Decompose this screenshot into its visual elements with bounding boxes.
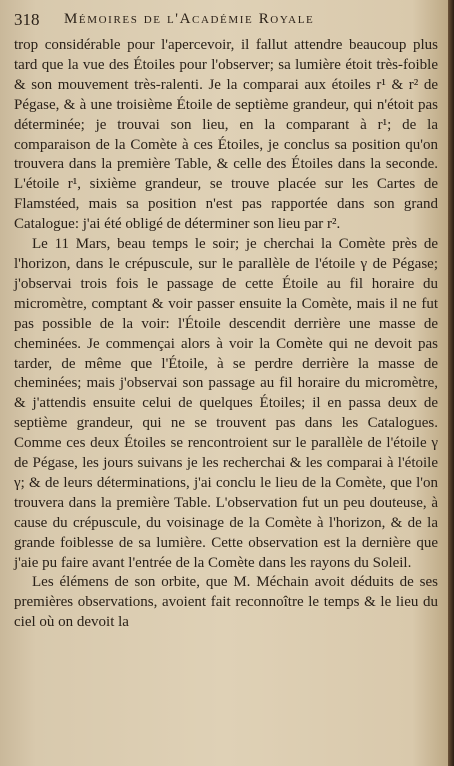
running-title: Mémoires de l'Académie Royale (64, 11, 315, 27)
paragraph-2: Le 11 Mars, beau temps le soir; je cherchai la Comète près de l'horizon, dans le crépuscule, sur le parallèle de l'étoile γ de Pégase; j'observai trois fois le passage de cette Étoile au fil horaire du micromètre, comptant & voir passer ensuite la Comète, mais il ne fut pas possible de la voir: l'Étoile descendit derrière une masse de cheminées. Je commençai alors à voir la Comète qui ne devoit pas tarder, de même que l'Étoile, à se perdre derrière la masse de cheminées; mais j'observai son passage au fil horaire du micromètre, & j'attendis ensuite celui de quelques Étoiles; il en passa deux de septième grandeur, qui ne se trouvent pas dans les Catalogues. Comme ces deux Étoiles se rencontroient sur le parallèle de l'étoile γ de Pégase, les jours suivans je les recherchai & les comparai à l'étoile γ; & de leurs déterminations, j'ai conclu le lieu de la Comète, que l'on trouvera dans la première Table. L'observation fut un peu douteuse, à cause du crépuscule, du voisinage de la Comète à l'horizon, & de la grande foiblesse de sa lumière. Cette observation est la dernière que j'aie pu faire avant l'entrée de la Comète dans les rayons du Soleil. (14, 236, 438, 571)
paragraph-1: trop considérable pour l'apercevoir, il fallut attendre beaucoup plus tard que la vue des Étoiles pour l'observer; sa lumière étoit très-foible & son mouvement très-ralenti. Je la comparai aux étoiles r¹ & r² de Pégase, & à une troisième Étoile de septième grandeur, qui n'étoit pas déterminée; je trouvai son lieu, en la comparant à r¹; de la comparaison de la Comète à ces Étoiles, je conclus sa position qu'on trouvera dans la première Table, & celle des Étoiles dans la seconde. L'étoile r¹, sixième grandeur, se trouve placée sur les Cartes de Flamstéed, mais sa position n'est pas rapportée dans son grand Catalogue: j'ai été obligé de déterminer son lieu par r². (14, 37, 438, 233)
page-number: 318 (14, 10, 40, 29)
page-header (14, 10, 442, 34)
paragraph-3: Les élémens de son orbite, que M. Méchain avoit déduits de ses premières observations, avoient fait reconnoître le temps & le lieu du ciel où on devoit la (14, 574, 438, 631)
book-spine (448, 0, 454, 766)
body-text (14, 36, 438, 633)
